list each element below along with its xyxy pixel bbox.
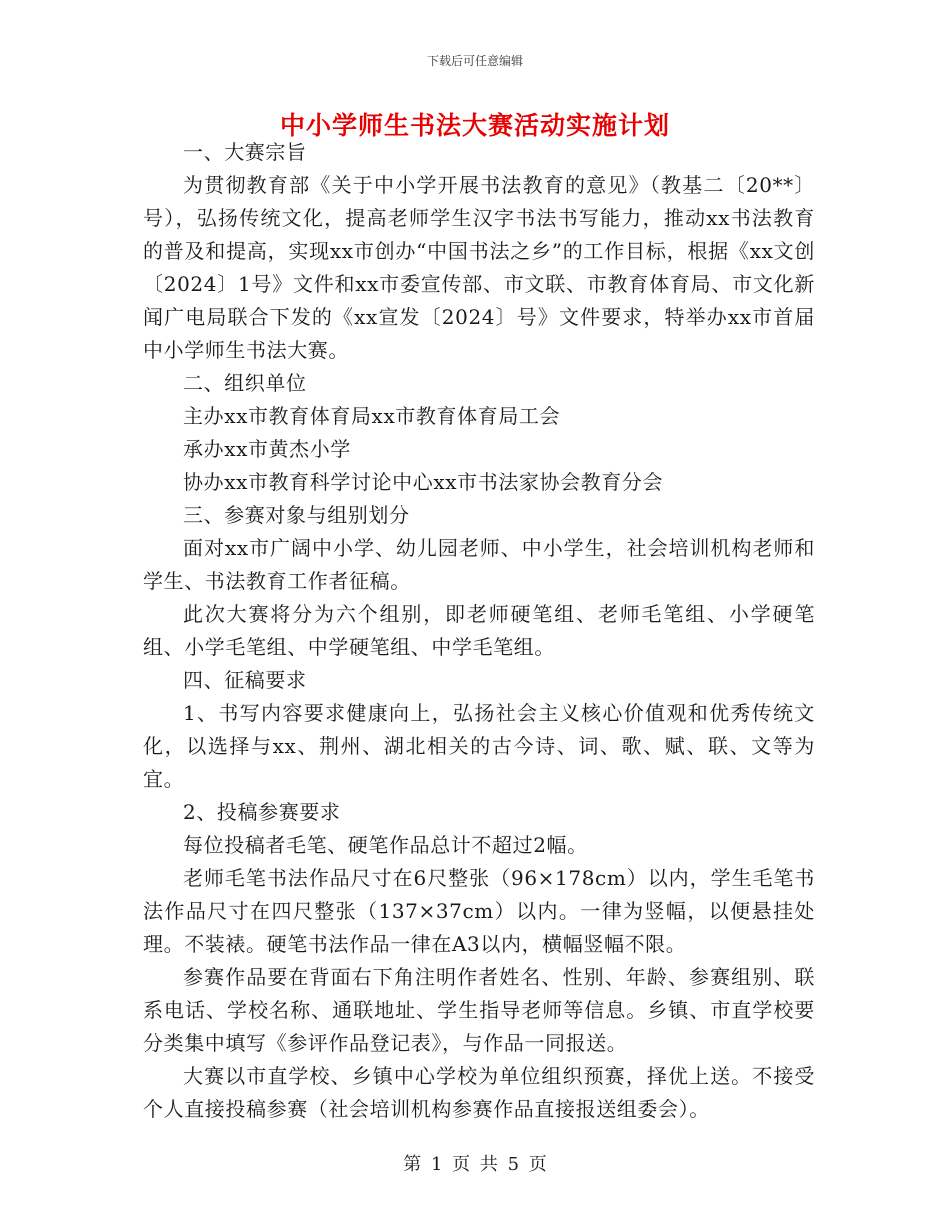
section-heading: 二、组织单位 xyxy=(183,371,307,395)
body-paragraph: 大赛以市直学校、乡镇中心学校为单位组织预赛，择优上送。不接受个人直接投稿参赛（社会培训机构参赛作品直接报送组委会）。 xyxy=(143,1064,815,1121)
body-paragraph: 为贯彻教育部《关于中小学开展书法教育的意见》（教基二〔20**〕号），弘扬传统文化，提高老师学生汉字书法书写能力，推动xx书法教育的普及和提高，实现xx市创办“中国书法之乡”的工作目标，根据《xx文创〔2024〕1号》文件和xx市委宣传部、市文联、市教育体育局、市文化新闻广电局联合下发的《xx宣发〔2024〕号》文件要求，特举办xx市首届中小学师生书法大赛。 xyxy=(143,173,815,362)
document-body xyxy=(143,136,815,1126)
body-paragraph: 1、书写内容要求健康向上，弘扬社会主义核心价值观和优秀传统文化，以选择与xx、荆州、湖北相关的古今诗、词、歌、赋、联、文等为宜。 xyxy=(143,701,815,791)
body-paragraph: 协办xx市教育科学讨论中心xx市书法家协会教育分会 xyxy=(183,470,664,494)
body-paragraph: 老师毛笔书法作品尺寸在6尺整张（96×178cm）以内，学生毛笔书法作品尺寸在四尺整张（137×37cm）以内。一律为竖幅，以便悬挂处理。不装裱。硬笔书法作品一律在A3以内，横幅竖幅不限。 xyxy=(143,866,815,956)
body-paragraph: 面对xx市广阔中小学、幼儿园老师、中小学生，社会培训机构老师和学生、书法教育工作者征稿。 xyxy=(143,536,815,593)
body-paragraph: 参赛作品要在背面右下角注明作者姓名、性别、年龄、参赛组别、联系电话、学校名称、通联地址、学生指导老师等信息。乡镇、市直学校要分类集中填写《参评作品登记表》，与作品一同报送。 xyxy=(143,965,815,1055)
body-paragraph: 主办xx市教育体育局xx市教育体育局工会 xyxy=(183,404,561,428)
page-number: 第 1 页 共 5 页 xyxy=(403,1154,547,1175)
section-heading: 四、征稿要求 xyxy=(183,668,307,692)
body-paragraph: 承办xx市黄杰小学 xyxy=(183,437,351,461)
page-header-note: 下载后可任意编辑 xyxy=(426,54,523,68)
section-heading: 一、大赛宗旨 xyxy=(183,140,307,164)
sub-heading: 2、投稿参赛要求 xyxy=(183,800,341,824)
body-paragraph: 此次大赛将分为六个组别，即老师硬笔组、老师毛笔组、小学硬笔组、小学毛笔组、中学硬笔组、中学毛笔组。 xyxy=(143,602,815,659)
body-paragraph: 每位投稿者毛笔、硬笔作品总计不超过2幅。 xyxy=(183,833,588,857)
document-title: 中小学师生书法大赛活动实施计划 xyxy=(279,111,670,140)
section-heading: 三、参赛对象与组别划分 xyxy=(183,503,410,527)
